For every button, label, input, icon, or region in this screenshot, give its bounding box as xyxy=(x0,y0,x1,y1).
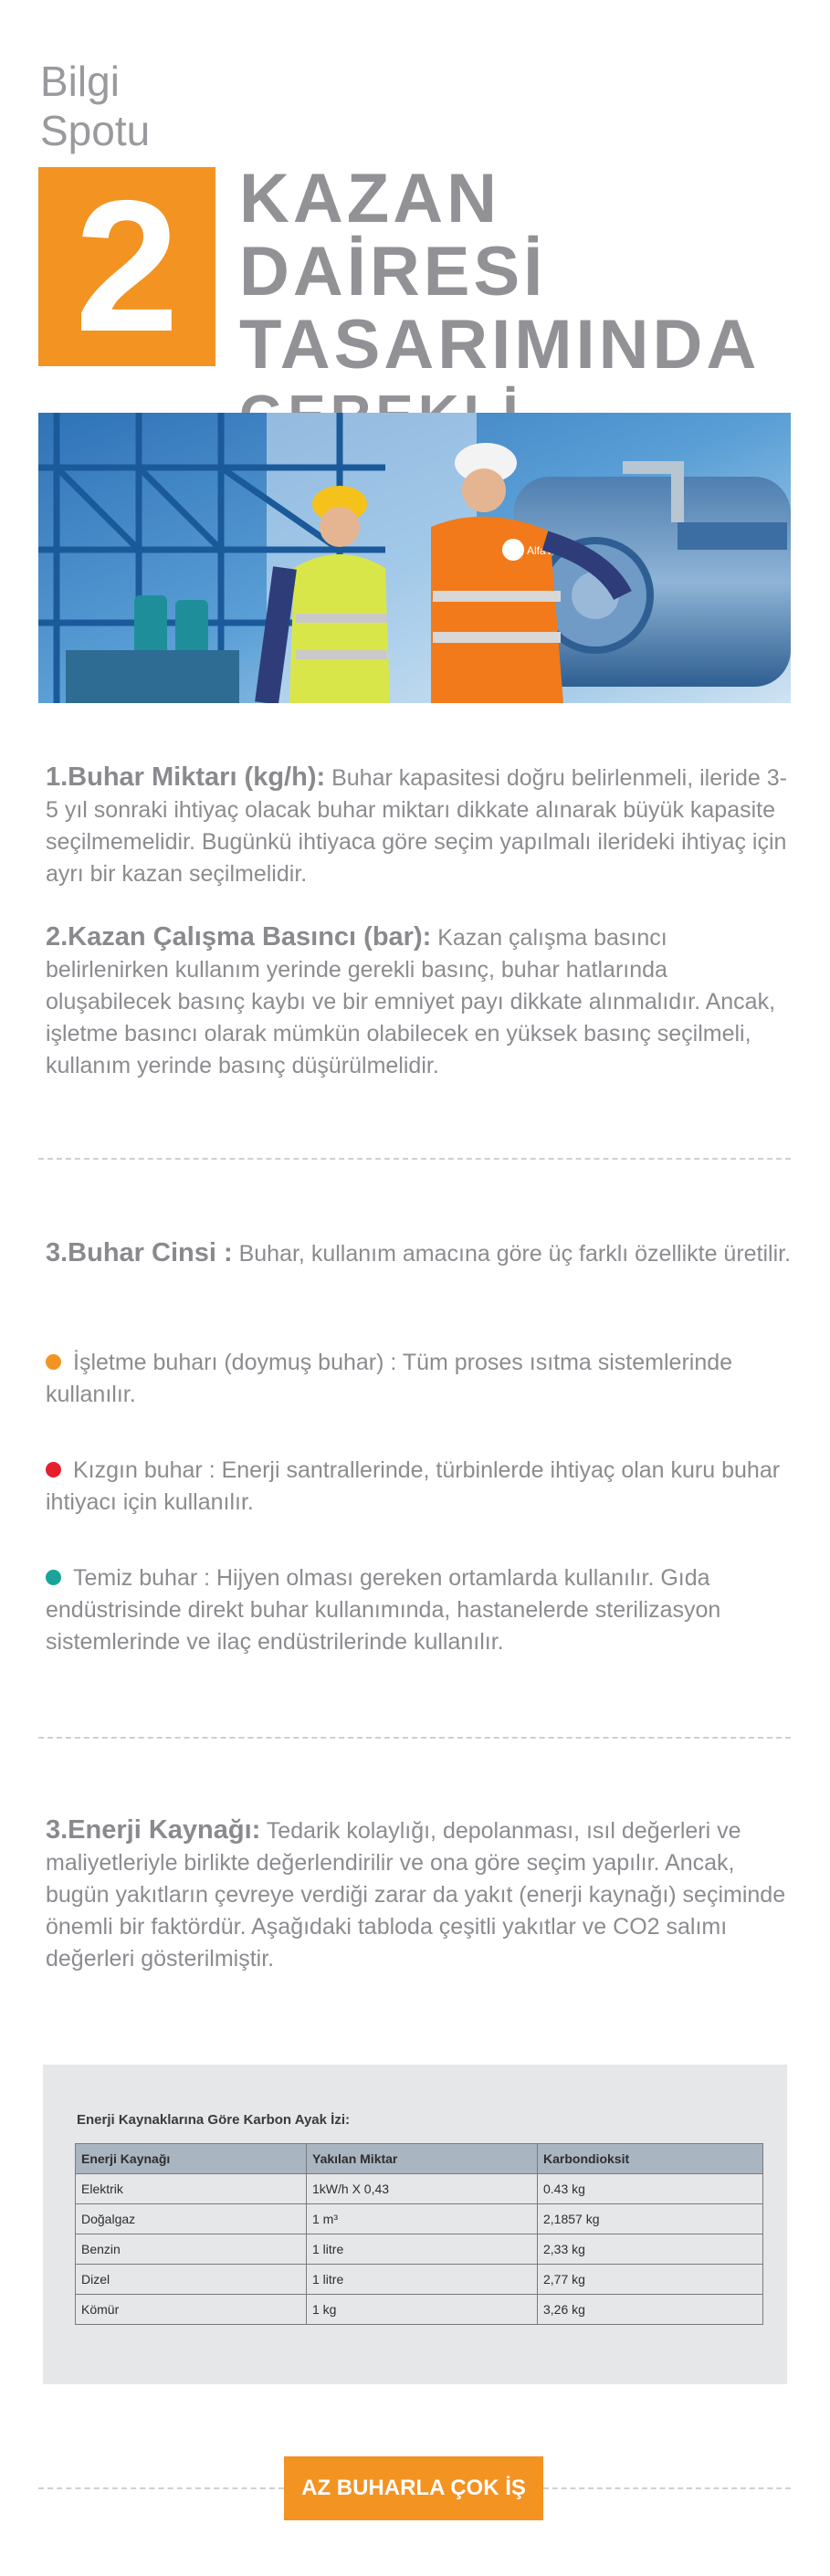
footer-divider-left xyxy=(38,2487,284,2489)
table-cell: 1 kg xyxy=(307,2295,538,2325)
divider xyxy=(38,1158,791,1160)
table-row xyxy=(76,2204,763,2234)
table-row xyxy=(76,2295,763,2325)
number-badge-value: 2 xyxy=(74,162,179,371)
table-title: Enerji Kaynaklarına Göre Karbon Ayak İzi: xyxy=(77,2112,350,2128)
number-badge xyxy=(38,162,215,371)
section-buhar-cinsi xyxy=(46,1237,794,1270)
section-heading: 3.Buhar Cinsi : xyxy=(46,1238,233,1267)
list-item xyxy=(46,1347,794,1411)
table-header-row xyxy=(76,2144,763,2174)
table-cell: 1 litre xyxy=(307,2265,538,2295)
orange-bullet-icon xyxy=(46,1354,61,1370)
title-line-2: TASARIMINDA xyxy=(239,306,761,384)
table-cell: Elektrik xyxy=(76,2174,307,2204)
carbon-footprint-table xyxy=(75,2143,763,2325)
section-buhar-miktari xyxy=(46,762,794,890)
table-cell: 2,77 kg xyxy=(538,2265,763,2295)
section-calisma-basinci xyxy=(46,921,794,1082)
table-cell: 1kW/h X 0,43 xyxy=(307,2174,538,2204)
footer-divider-right xyxy=(543,2487,791,2489)
section-text: Buhar, kullanım amacına göre üç farklı özellikte üretilir. xyxy=(232,1241,792,1267)
kicker-line-1: Bilgi xyxy=(40,58,120,105)
section-enerji-kaynagi xyxy=(46,1814,794,1975)
column-header: Karbondioksit xyxy=(538,2144,763,2174)
list-item-text: Kızgın buhar : Enerji santrallerinde, türbinlerde ihtiyaç olan kuru buhar ihtiyacı için kullanılır. xyxy=(46,1457,781,1515)
divider xyxy=(38,1737,791,1739)
list-item-text: İşletme buharı (doymuş buhar) : Tüm proses ısıtma sistemlerinde kullanılır. xyxy=(46,1350,733,1407)
table-cell: Benzin xyxy=(76,2234,307,2265)
table-row xyxy=(76,2265,763,2295)
teal-bullet-icon xyxy=(46,1570,61,1585)
section-heading: 3.Enerji Kaynağı: xyxy=(46,1815,261,1845)
section-text: Tedarik kolaylığı, depolanması, ısıl değerleri ve maliyetleriyle birlikte değerlendirilir ve ona göre seçim yapılır. Ancak, bugün yakıtların çevreye verdiği zarar da yakıt (enerji kaynağı) seçiminde önemli bir faktördür. Aşağıdaki tabloda çeşitli yakıtlar ve CO2 salımı değerleri gösterilmiştir. xyxy=(46,1818,786,1971)
table-cell: Kömür xyxy=(76,2295,307,2325)
vest-logo-text: AlfaVal xyxy=(527,544,562,557)
kicker xyxy=(40,57,150,155)
column-header: Enerji Kaynağı xyxy=(76,2144,307,2174)
table-cell: 1 m³ xyxy=(307,2204,538,2234)
table-cell: 0.43 kg xyxy=(538,2174,763,2204)
table-cell: 2,1857 kg xyxy=(538,2204,763,2234)
table-cell: 2,33 kg xyxy=(538,2234,763,2265)
table-cell: Doğalgaz xyxy=(76,2204,307,2234)
list-item-text: Temiz buhar : Hijyen olması gereken ortamlarda kullanılır. Gıda endüstrisinde direkt buhar kullanımında, hastanelerde sterilizasyon sistemlerinde ve ilaç endüstrilerinde kullanılır. xyxy=(46,1565,721,1655)
section-heading: 1.Buhar Miktarı (kg/h): xyxy=(46,762,326,792)
column-header: Yakılan Miktar xyxy=(307,2144,538,2174)
section-text: Kazan çalışma basıncı belirlenirken kullanım yerinde gerekli basınç, buhar hatlarında oluşabilecek basınç kaybı ve bir emniyet payı dikkate alınmalıdır. Ancak, işletme basıncı olarak mümkün olabilecek en yüksek basınç seçilmeli, kullanım yerinde basınç düşürülmelidir. xyxy=(46,925,776,1078)
red-bullet-icon xyxy=(46,1462,61,1477)
table-cell: Dizel xyxy=(76,2265,307,2295)
table-row xyxy=(76,2234,763,2265)
section-heading: 2.Kazan Çalışma Basıncı (bar): xyxy=(46,922,432,952)
title-line-1: KAZAN DAİRESİ xyxy=(239,160,547,310)
section-text: Buhar kapasitesi doğru belirlenmeli, ileride 3-5 yıl sonraki ihtiyaç olacak buhar miktarı dikkate alınarak büyük kapasite seçilmemelidir. Bugünkü ihtiyaca göre seçim yapılmalı ilerideki ihtiyaç için ayrı bir kazan seçilmelidir. xyxy=(46,765,787,887)
hero-image xyxy=(38,413,791,703)
list-item xyxy=(46,1455,794,1519)
kicker-line-2: Spotu xyxy=(40,107,151,154)
boiler-room-illustration xyxy=(38,413,791,703)
table-cell: 3,26 kg xyxy=(538,2295,763,2325)
az-buharla-cok-is-button[interactable]: AZ BUHARLA ÇOK İŞ xyxy=(284,2456,543,2520)
list-item xyxy=(46,1562,794,1658)
table-row xyxy=(76,2174,763,2204)
table-cell: 1 litre xyxy=(307,2234,538,2265)
